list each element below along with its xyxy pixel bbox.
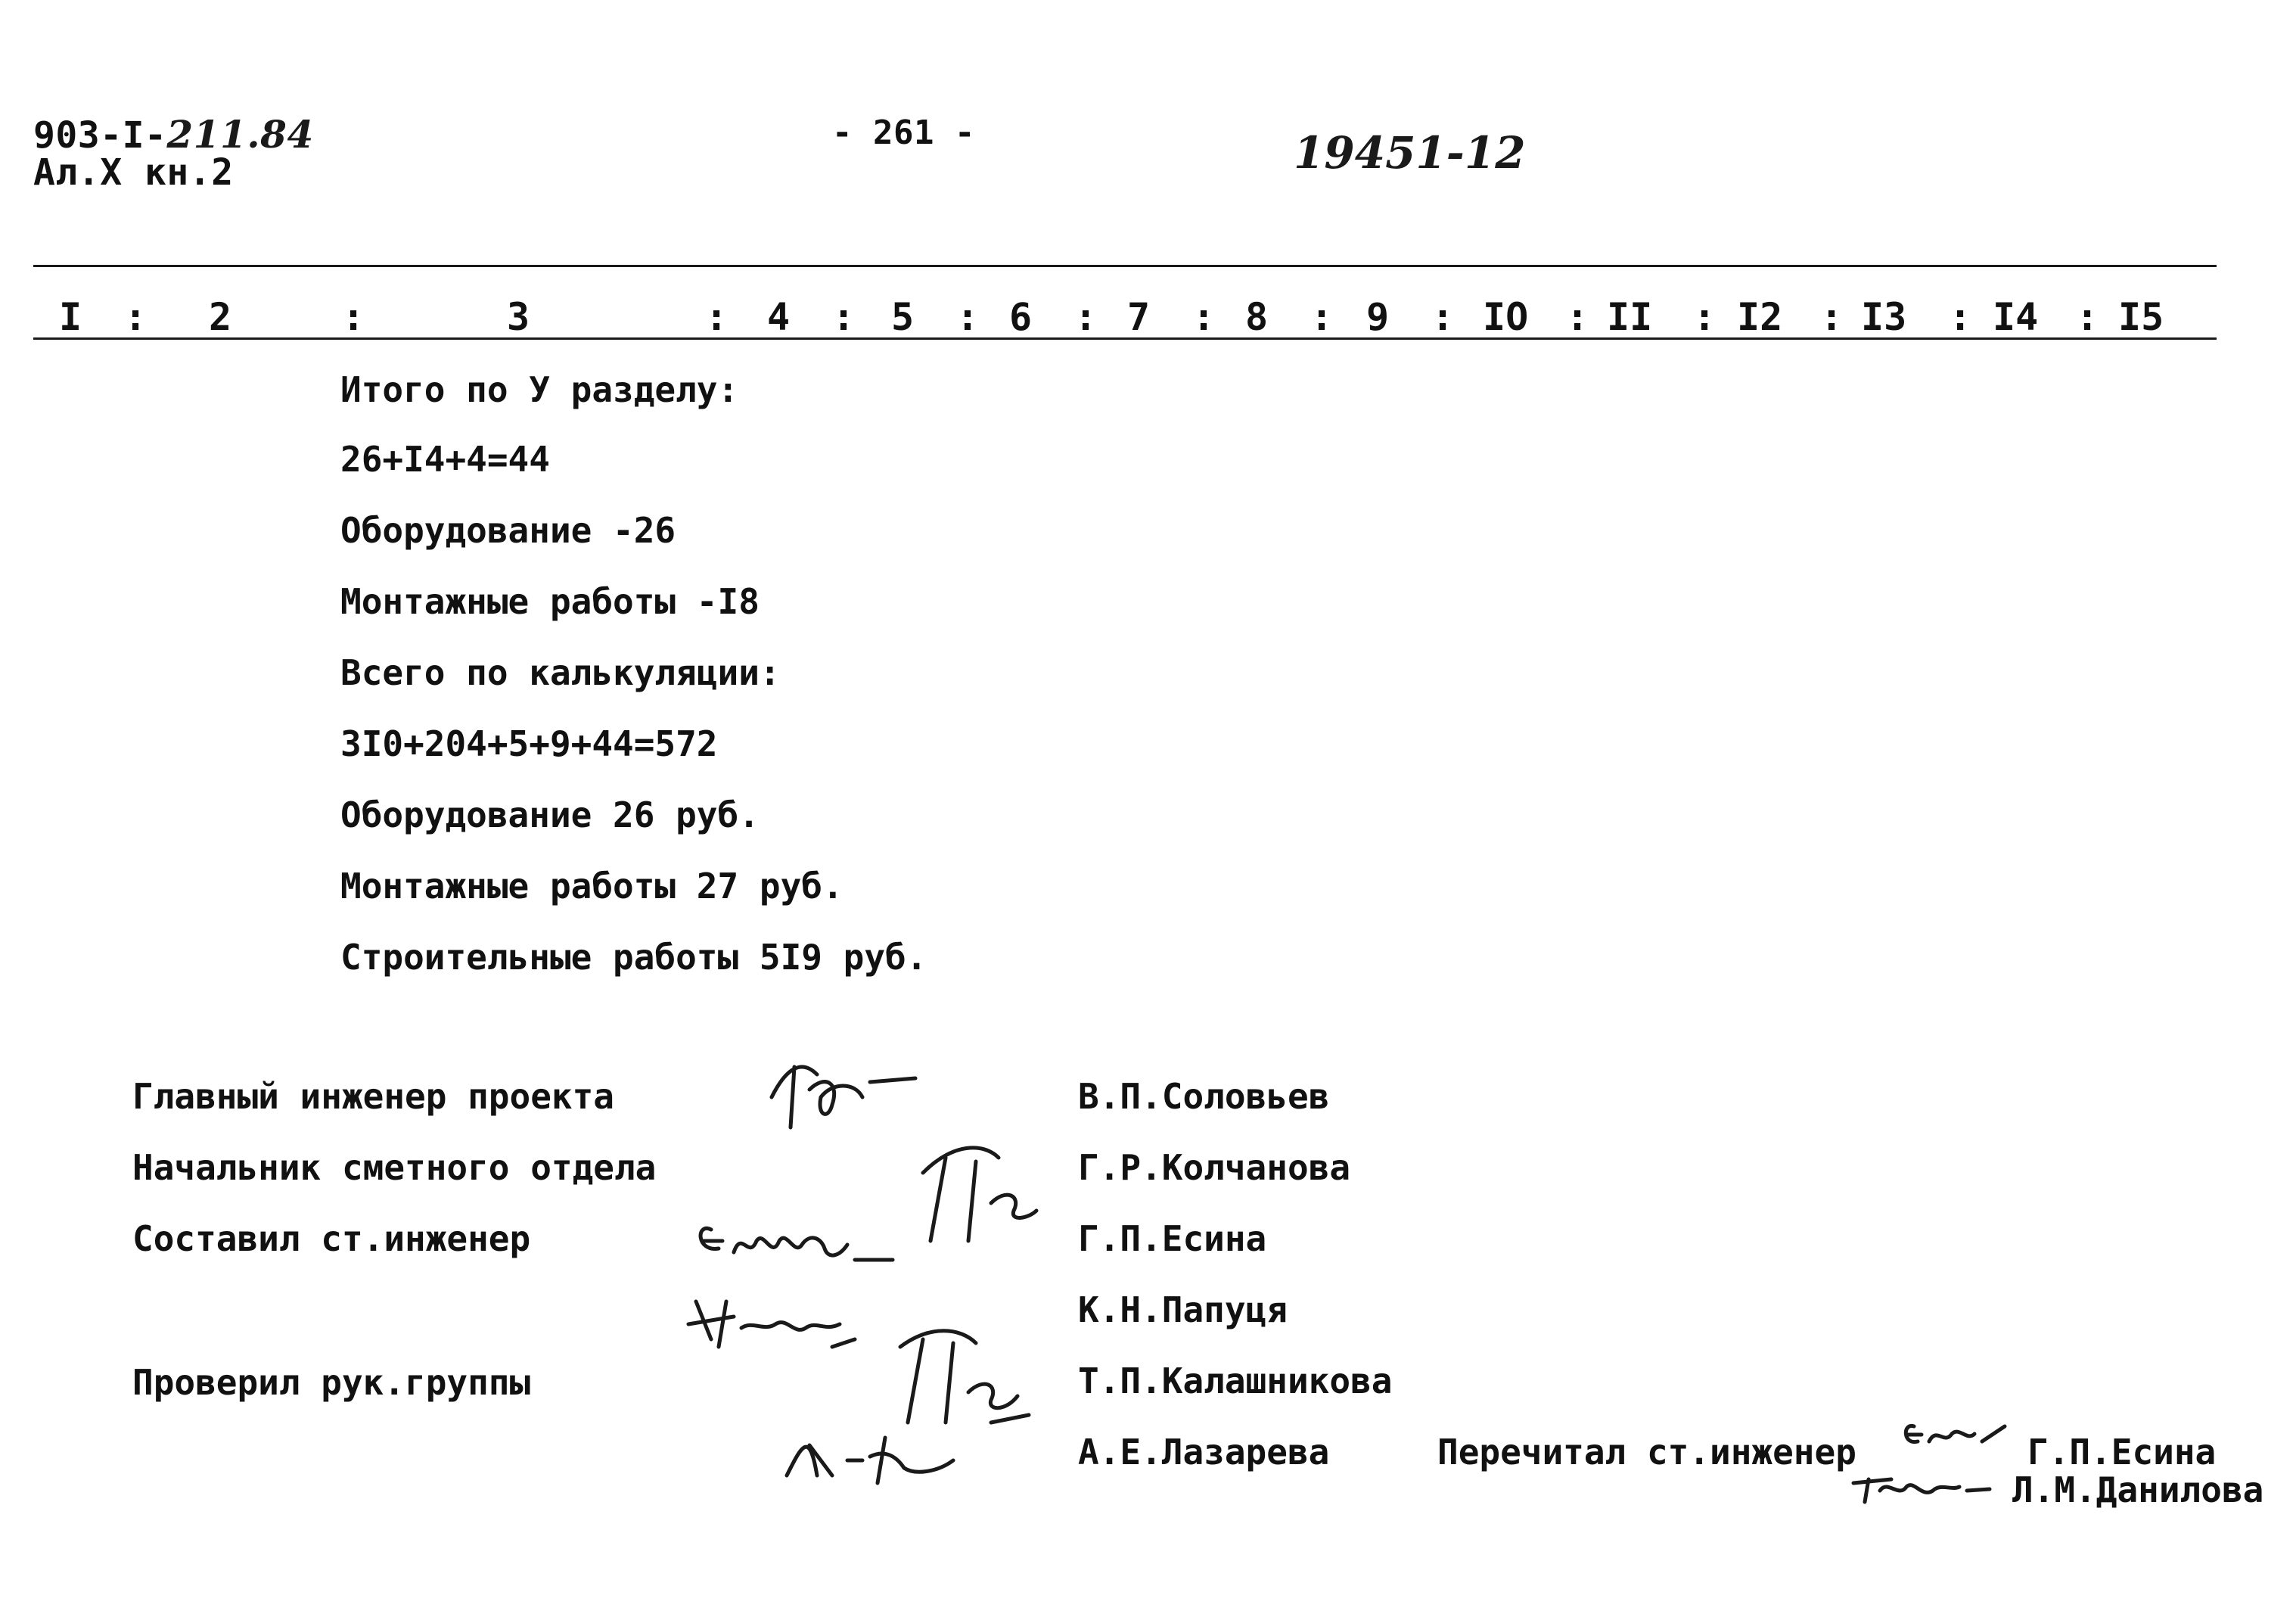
name-lazareva: А.Е.Лазарева	[1078, 1432, 1330, 1472]
column-separator: :	[124, 295, 148, 339]
document-code-handwritten: 211.84	[166, 112, 314, 157]
document-number: 19451-12	[1294, 127, 1526, 179]
role-estimate-head: Начальник сметного отдела	[132, 1147, 657, 1188]
column-number: 4	[767, 295, 791, 339]
name-kolchanova: Г.Р.Колчанова	[1078, 1147, 1351, 1188]
grand-total-heading: Всего по калькуляции:	[340, 652, 781, 693]
name-esina: Г.П.Есина	[1078, 1218, 1267, 1259]
column-number: I5	[2118, 295, 2164, 339]
column-separator: :	[2076, 295, 2099, 339]
page-number: - 261 -	[832, 114, 975, 152]
column-separator: :	[342, 295, 365, 339]
column-number: 5	[891, 295, 915, 339]
signature-kolchanova	[908, 1127, 1059, 1256]
column-number: 7	[1127, 295, 1151, 339]
section-total-formula: 26+I4+4=44	[340, 439, 550, 480]
column-separator: :	[1820, 295, 1844, 339]
column-separator: :	[1949, 295, 1972, 339]
signature-reviewer-esina	[1899, 1407, 2012, 1460]
total-installation: Монтажные работы 27 руб.	[340, 866, 844, 906]
document-code	[33, 112, 314, 157]
column-number: 2	[209, 295, 232, 339]
signature-danilova	[1846, 1460, 1997, 1513]
total-equipment: Оборудование 26 руб.	[340, 795, 760, 835]
column-number: I4	[1993, 295, 2039, 339]
role-reread-by: Перечитал ст.инженер	[1437, 1432, 1856, 1472]
role-checked-by: Проверил рук.группы	[132, 1362, 531, 1403]
role-chief-engineer: Главный инженер проекта	[132, 1076, 614, 1117]
column-separator: :	[1192, 295, 1216, 339]
column-separator: :	[1566, 295, 1589, 339]
column-number: I2	[1737, 295, 1783, 339]
name-soloviev: В.П.Соловьев	[1078, 1076, 1330, 1117]
column-number: I	[59, 295, 82, 339]
name-danilova: Л.М.Данилова	[2012, 1469, 2264, 1510]
document-code-printed: 903-I-	[33, 114, 167, 157]
signature-lazareva	[764, 1415, 961, 1498]
table-top-rule	[33, 265, 2217, 267]
column-number: 8	[1245, 295, 1269, 339]
column-number: 3	[507, 295, 530, 339]
section-total-heading: Итого по У разделу:	[340, 369, 739, 410]
column-number: 6	[1009, 295, 1033, 339]
column-number: I3	[1861, 295, 1907, 339]
role-compiled-by: Составил ст.инженер	[132, 1218, 531, 1259]
album-reference: Ал.X кн.2	[33, 151, 234, 194]
column-separator: :	[956, 295, 980, 339]
grand-total-formula: 3I0+204+5+9+44=572	[340, 723, 718, 764]
column-separator: :	[832, 295, 856, 339]
name-reviewer-esina: Г.П.Есина	[2027, 1432, 2217, 1472]
column-separator: :	[1074, 295, 1098, 339]
section-installation: Монтажные работы -I8	[340, 581, 760, 622]
signature-esina	[688, 1199, 915, 1275]
column-number: IO	[1483, 295, 1529, 339]
section-equipment: Оборудование -26	[340, 510, 676, 551]
column-separator: :	[705, 295, 729, 339]
total-construction: Строительные работы 5I9 руб.	[340, 937, 927, 978]
column-separator: :	[1693, 295, 1717, 339]
column-number: 9	[1366, 295, 1390, 339]
column-separator: :	[1431, 295, 1455, 339]
column-number: II	[1607, 295, 1653, 339]
column-separator: :	[1310, 295, 1334, 339]
signature-paputsya	[681, 1286, 878, 1362]
name-paputsya: К.Н.Папуця	[1078, 1289, 1288, 1330]
name-kalashnikova: Т.П.Калашникова	[1078, 1360, 1393, 1401]
